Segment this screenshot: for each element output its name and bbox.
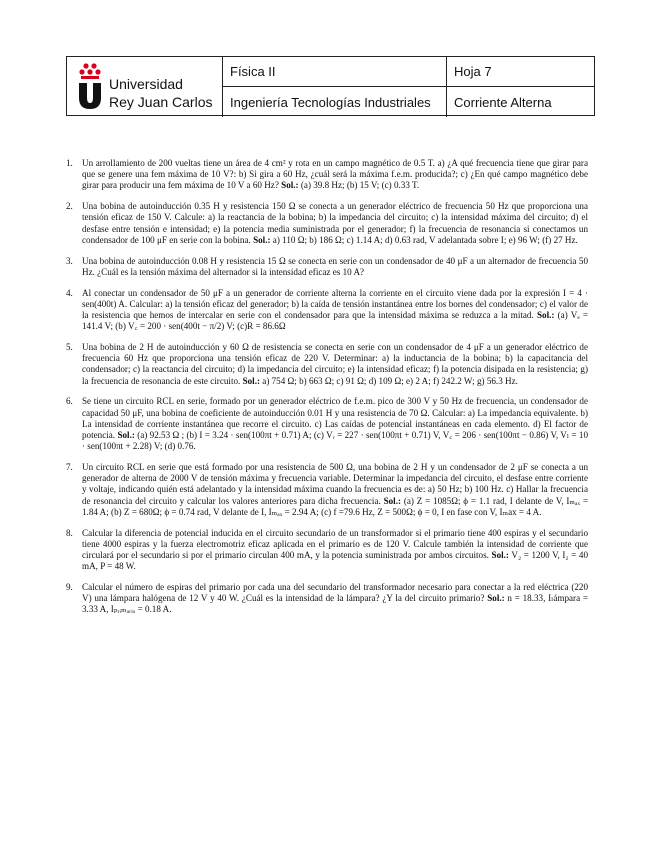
problem-text: Al conectar un condensador de 50 μF a un generador de corriente alterna la corriente en el circuito viene dada por la expresión I = 4 · sen(400t) A. Calcular: a) la tensión eficaz del generador; b) la caída de tensión instantánea entre los bornes del condensador; c) el valor de la resistencia que hemos de intercalar en serie con el condensador para que la intensidad máxima se reduzca a la mitad. (82, 287, 588, 321)
course-name: Física II (223, 57, 447, 87)
logo-text-line2: Rey Juan Carlos (109, 94, 213, 110)
solution-label: Sol.: (536, 310, 555, 321)
solution-label: Sol.: (491, 550, 509, 561)
problem-text: Un circuito RCL en serie que está formado por una resistencia de 500 Ω, una bobina de 2 H y un condensador de 2 μF se conecta a un generador de alterna de 2000 V de tensión máxima y frecuencia variable. Determinar la impedancia del circuito, el desfase entre corriente y voltaje, indicando quién está adelantado y la intensidad máxima cuando la frecuencia es de: a) 50 Hz; b) 100 Hz. c) Hallar la frecuencia de resonancia del circuito y calcular los valores anteriores para dicha frecuencia. (82, 462, 588, 506)
problem-item (66, 528, 588, 573)
problem-number: 5. (66, 342, 73, 353)
problem-list (66, 158, 588, 625)
problem-number: 2. (66, 201, 73, 212)
problem-number: 3. (66, 255, 73, 266)
university-logo (67, 57, 223, 117)
solution-text: V₂ = 1200 V, I₂ = 40 mA, P = 48 W. (82, 550, 589, 572)
solution-label: Sol.: (117, 430, 135, 441)
solution-label: Sol.: (242, 375, 261, 386)
solution-text: (a) Z = 1085Ω; ϕ = 1.1 rad, I delante de V, Iₘₐₓ = 1.84 A; (b) Z = 680Ω; ϕ = 0.74 rad, V delante de I, Iₘₐₓ = 2.94 A; (c) f =79.6 Hz, Z = 500Ω; ϕ = 0, I en fase con V, Iₘax = 4 A. (82, 495, 588, 517)
problem-item (66, 158, 588, 192)
solution-label: Sol.: (487, 593, 505, 604)
solution-text: a) 754 Ω; b) 663 Ω; c) 91 Ω; d) 109 Ω; e) 2 A; f) 242.2 W; g) 56.3 Hz. (262, 375, 518, 386)
header-table (66, 56, 595, 116)
problem-text: Una bobina de 2 H de autoinducción y 60 Ω de resistencia se conecta en serie con un condensador de 4 μF a un generador eléctrico de frecuencia 60 Hz que proporciona una tensión eficaz de 220 V. Determinar: a) la inductancia de la bobina; b) la capacitancia del condensador; c) la reactancia del circuito; d) la impedancia del circuito; e) la intensidad eficaz; f) la potencia disipada en la resistencia; g) la frecuencia de resonancia de este circuito. (82, 342, 588, 386)
solution-text: a) 110 Ω; b) 186 Ω; c) 1.14 A; d) 0.63 rad, V adelantada sobre I; e) 96 W; (f) 27 Hz. (272, 234, 578, 245)
problem-item (66, 396, 588, 452)
solution-text: (a) Vₑ = 141.4 V; (b) V꜀ = 200 · sen(400t − π/2) V; (c)R = 86.6Ω (82, 310, 588, 332)
problem-text: Un arrollamiento de 200 vueltas tiene un área de 4 cm² y rota en un campo magnético de 0.5 T. a) ¿A qué frecuencia tiene que girar para que se genere una fem máxima de 10 V?: b) Si gira a 60 Hz, ¿cuál será la máxima f.e.m. producida?; c) ¿En qué campo magnético debe girar para producir una fem máxima de 10 V a 60 Hz? (82, 158, 588, 191)
solution-label: Sol.: (281, 180, 299, 191)
problem-text: Una bobina de autoinducción 0.08 H y resistencia 15 Ω se conecta en serie con un condensador de 40 μF a un alternador de frecuencia 50 Hz. ¿Cuál es la tensión máxima del alternador si la intensidad eficaz es 10 A? (82, 255, 588, 277)
problem-text: Calcular la diferencia de potencial inducida en el circuito secundario de un transformador si el primario tiene 400 espiras y el secundario tiene 4000 espiras y la fuerza electromotriz eficaz aplicada en el primario es de 120 V. Calcule también la intensidad de corriente que circulará por el secundario si por el primario circulan 400 mA, y la potencia suministrada por ambos circuitos. (82, 527, 588, 561)
problem-text: Se tiene un circuito RCL en serie, formado por un generador eléctrico de f.e.m. pico de 300 V y 50 Hz de frecuencia, un condensador de capacidad 50 μF, una bobina de coeficiente de autoinducción 0.01 H y una resistencia de 70 Ω. Calcular: a) La impedancia equivalente. b) La intensidad de corriente instantánea que recorre el circuito. c) Las caídas de potencial instantáneas en cada elemento. d) El factor de potencia. (82, 396, 588, 441)
sheet-number: Hoja 7 (447, 57, 594, 87)
problem-number: 1. (66, 158, 73, 168)
degree-name: Ingeniería Tecnologías Industriales (223, 87, 447, 117)
problem-number: 8. (66, 527, 73, 538)
problem-number: 7. (66, 462, 73, 473)
problem-item (66, 342, 588, 387)
solution-text: (a) 92.53 Ω ; (b) I = 3.24 · sen(100πt + 0.71) A; (c) Vᵣ = 227 · sen(100πt + 0.71) V, V꜀ = 206 · sen(100πt − 0.86) V, Vₗ = 10 · sen(100πt + 2.28) V; (d) 0.76. (82, 430, 589, 452)
topic-name: Corriente Alterna (454, 94, 552, 110)
logo-text-line1: Universidad (109, 76, 183, 92)
problem-item (66, 288, 588, 333)
solution-label: Sol.: (383, 495, 402, 506)
problem-text: Calcular el número de espiras del primario por cada una del secundario del transformador necesario para conectar a la red eléctrica (220 V) una lámpara halógena de 12 V y 40 W. ¿Cuál es la intensidad de la lámpara? ¿Y la del circuito primario? (82, 582, 588, 604)
solution-text: (a) 39.8 Hz; (b) 15 V; (c) 0.33 T. (300, 180, 420, 191)
problem-number: 6. (66, 396, 73, 407)
problem-number: 4. (66, 287, 73, 298)
problem-item (66, 462, 588, 518)
solution-text: n = 18.33, Iₗámpara = 3.33 A, Iₚᵣᵢₘₐᵣᵢₒ = 0.18 A. (82, 593, 588, 615)
urjc-logo-icon (76, 62, 106, 110)
problem-item (66, 582, 588, 616)
solution-label: Sol.: (253, 234, 271, 245)
problem-text: Una bobina de autoinducción 0.35 H y resistencia 150 Ω se conecta a un generador eléctrico de frecuencia 50 Hz que proporciona una tensión eficaz de 150 V. Calcule: a) la reactancia de la bobina; b) la impedancia del circuito; c) la intensidad máxima del circuito; d) el desfase entre tensión e intensidad; e) la potencia media suministrada por el generador; f) la frecuencia de resonancia si conectamos un condensador de 100 μF en serie con la bobina. (82, 201, 588, 245)
problem-item (66, 201, 588, 246)
problem-number: 9. (66, 582, 73, 593)
problem-item (66, 256, 588, 278)
